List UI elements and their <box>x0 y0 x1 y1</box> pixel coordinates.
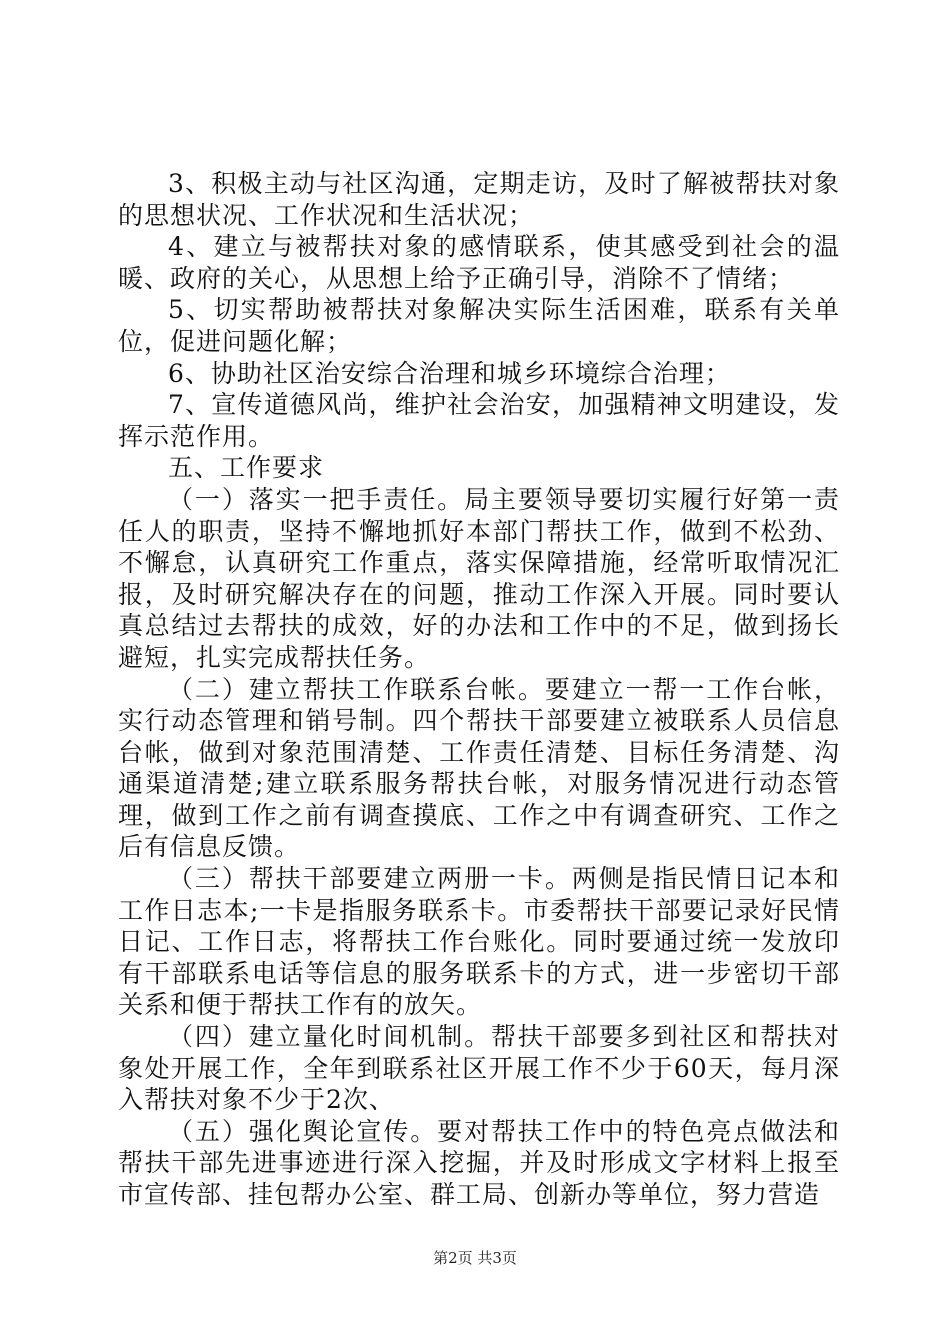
page-footer: 第2页 共3页 <box>433 1249 517 1267</box>
document-body <box>118 168 840 1211</box>
requirement-5: （五）强化舆论宣传。要对帮扶工作中的特色亮点做法和帮扶干部先进事迹进行深入挖掘，并及时形成文字材料上报至市宣传部、挂包帮办公室、群工局、创新办等单位，努力营造 <box>118 1116 840 1209</box>
requirement-3: （三）帮扶干部要建立两册一卡。两侧是指民情日记本和工作日志本;一卡是指服务联系卡。市委帮扶干部要记录好民情日记、工作日志，将帮扶工作台账化。同时要通过统一发放印有干部联系电话等信息的服务联系卡的方式，进一步密切干部关系和便于帮扶工作有的放矢。 <box>118 864 840 1020</box>
requirement-1: （一）落实一把手责任。局主要领导要切实履行好第一责任人的职责，坚持不懈地抓好本部门帮扶工作，做到不松劲、不懈怠，认真研究工作重点，落实保障措施，经常听取情况汇报，及时研究解决存在的问题，推动工作深入开展。同时要认真总结过去帮扶的成效，好的办法和工作中的不足，做到扬长避短，扎实完成帮扶任务。 <box>118 484 840 672</box>
section-heading-work-requirements: 五、工作要求 <box>168 453 325 483</box>
requirement-4: （四）建立量化时间机制。帮扶干部要多到社区和帮扶对象处开展工作，全年到联系社区开展工作不少于60天，每月深入帮扶对象不少于2次、 <box>118 1022 840 1115</box>
paragraph-item-4: 4、建立与被帮扶对象的感情联系，使其感受到社会的温暖、政府的关心，从思想上给予正确引导，消除不了情绪； <box>118 232 840 293</box>
paragraph-item-3: 3、积极主动与社区沟通，定期走访，及时了解被帮扶对象的思想状况、工作状况和生活状况； <box>118 169 840 230</box>
paragraph-item-6: 6、协助社区治安综合治理和城乡环境综合治理； <box>168 358 731 388</box>
paragraph-item-7: 7、宣传道德风尚，维护社会治安，加强精神文明建设，发挥示范作用。 <box>118 390 840 451</box>
paragraph-item-5: 5、切实帮助被帮扶对象解决实际生活困难，联系有关单位，促进问题化解； <box>118 295 840 356</box>
requirement-2: （二）建立帮扶工作联系台帐。要建立一帮一工作台帐，实行动态管理和销号制。四个帮扶干部要建立被联系人员信息台帐，做到对象范围清楚、工作责任清楚、目标任务清楚、沟通渠道清楚;建立联系服务帮扶台帐，对服务情况进行动态管理，做到工作之前有调查摸底、工作之中有调查研究、工作之后有信息反馈。 <box>118 674 840 862</box>
